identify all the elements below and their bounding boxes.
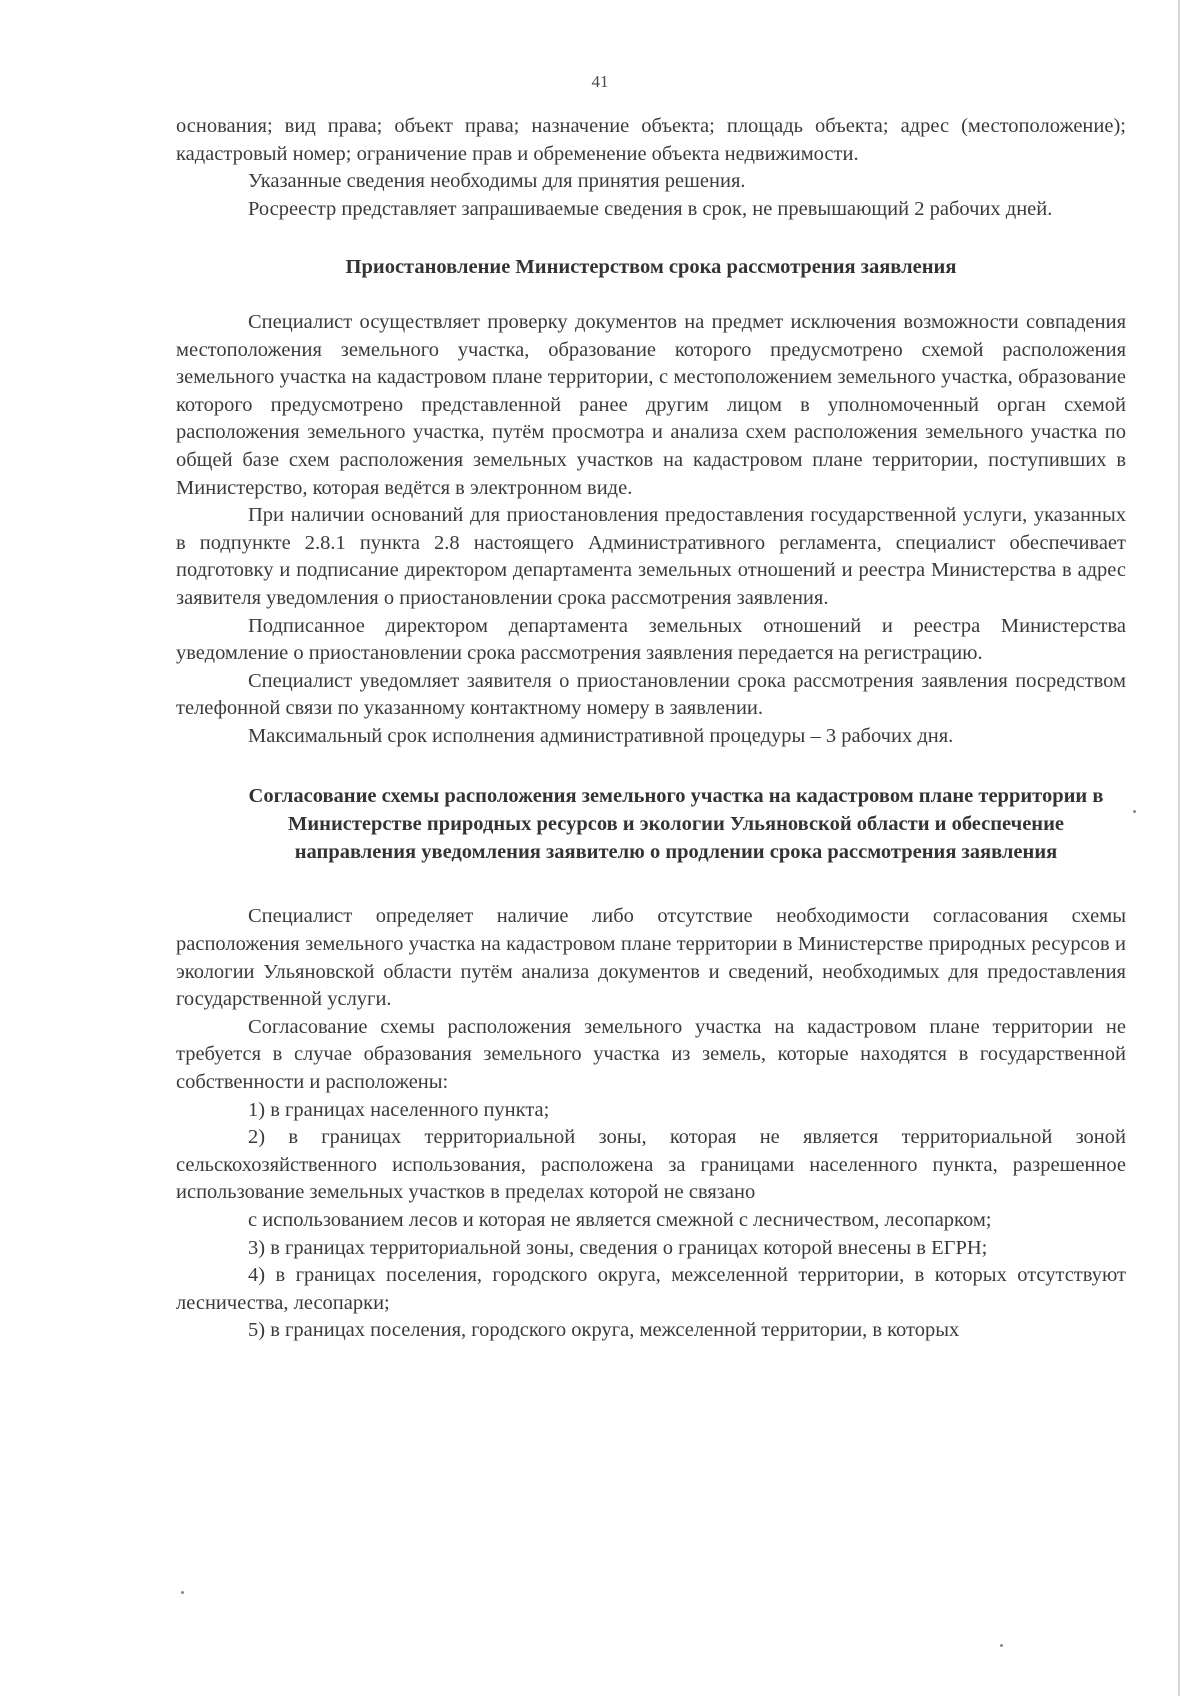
scan-speck xyxy=(1000,1644,1003,1647)
scan-speck xyxy=(181,1591,184,1594)
section-heading: Приостановление Министерством срока рассмотрения заявления xyxy=(345,256,957,279)
paragraph: Специалист определяет наличие либо отсутствие необходимости согласования схемы расположения земельного участка на кадастровом плане территории в Министерстве природных ресурсов и экологии Ульяновской области путём анализа документов и сведений, необходимых для предоставления государственной услуги. xyxy=(176,905,1126,1011)
paragraph: 3) в границах территориальной зоны, сведения о границах которой внесены в ЕГРН; xyxy=(248,1236,988,1259)
paragraph: 4) в границах поселения, городского округа, межселенной территории, в которых отсутствуют лесничества, лесопарки; xyxy=(176,1264,1126,1314)
paragraph: Специалист осуществляет проверку документов на предмет исключения возможности совпадения местоположения земельного участка, образование которого предусмотрено схемой расположения земельного участка на кадастровом плане территории, с местоположением земельного участка, образование которого предусмотрено представленной ранее другим лицом в уполномоченный орган схемой расположения земельного участка, путём просмотра и анализа схем расположения земельного участка по общей базе схем расположения земельных участков на кадастровом плане территории, поступивших в Министерство, которая ведётся в электронном виде. xyxy=(176,310,1126,499)
document-body xyxy=(176,113,1126,1345)
page-edge-shadow xyxy=(1178,0,1180,1696)
paragraph: Указанные сведения необходимы для принятия решения. xyxy=(248,170,746,193)
page-number: 41 xyxy=(591,72,609,91)
paragraph: Согласование схемы расположения земельного участка на кадастровом плане территории не требуется в случае образования земельного участка из земель, которые находятся в государственной собственности и расположены: xyxy=(176,1015,1126,1094)
paragraph: 1) в границах населенного пункта; xyxy=(248,1098,550,1121)
section-heading: Согласование схемы расположения земельного участка на кадастровом плане территории в Министерстве природных ресурсов и экологии Ульяновской области и обеспечение направления уведомления заявителю о продлении срока рассмотрения заявления xyxy=(248,785,1104,864)
paragraph: основания; вид права; объект права; назначение объекта; площадь объекта; адрес (местоположение); кадастровый номер; ограничение прав и обременение объекта недвижимости. xyxy=(176,115,1126,165)
paragraph: Специалист уведомляет заявителя о приостановлении срока рассмотрения заявления посредством телефонной связи по указанному контактному номеру в заявлении. xyxy=(176,669,1126,720)
paragraph: 5) в границах поселения, городского округа, межселенной территории, в которых xyxy=(248,1319,960,1342)
paragraph: Подписанное директором департамента земельных отношений и реестра Министерства уведомление о приостановлении срока рассмотрения заявления передается на регистрацию. xyxy=(176,614,1126,665)
scan-speck xyxy=(1133,810,1136,813)
paragraph: При наличии оснований для приостановления предоставления государственной услуги, указанных в подпункте 2.8.1 пункта 2.8 настоящего Административного регламента, специалист обеспечивает подготовку и подписание директором департамента земельных отношений и реестра Министерства в адрес заявителя уведомления о приостановлении срока рассмотрения заявления. xyxy=(176,504,1126,609)
paragraph: 2) в границах территориальной зоны, которая не является территориальной зоной сельскохозяйственного использования, расположена за границами населенного пункта, разрешенное использование земельных участков в пределах которой не связано xyxy=(176,1126,1126,1204)
paragraph: с использованием лесов и которая не является смежной с лесничеством, лесопарком; xyxy=(248,1209,992,1231)
paragraph: Росреестр представляет запрашиваемые сведения в срок, не превышающий 2 рабочих дней. xyxy=(248,197,1053,220)
paragraph: Максимальный срок исполнения административной процедуры – 3 рабочих дня. xyxy=(248,724,954,747)
